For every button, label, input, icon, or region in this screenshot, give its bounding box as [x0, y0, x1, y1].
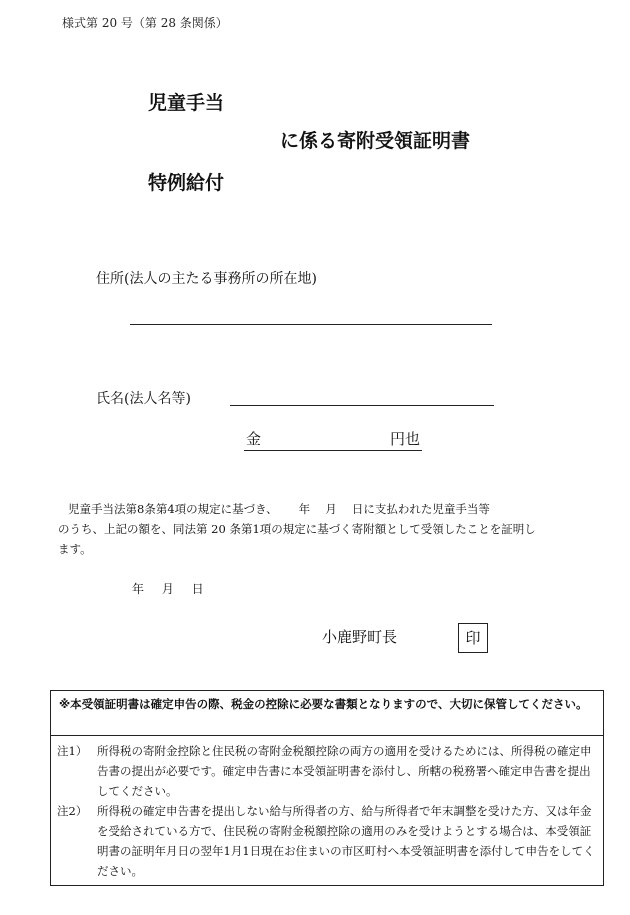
certification-text	[58, 499, 582, 559]
title-line-donation-receipt: に係る寄附受領証明書	[280, 130, 471, 152]
issuer-name: 小鹿野町長	[322, 628, 398, 646]
notice-main-text: ※本受領証明書は確定申告の際、税金の控除に必要な書類となりますので、大切に保管してください。	[59, 697, 588, 711]
address-label: 住所(法人の主たる事務所の所在地)	[96, 271, 317, 287]
note-2-text: 所得税の確定申告書を提出しない給与所得者の方、給与所得者で年末調整を受けた方、又は年金を受給されている方で、住民税の寄附金税額控除の適用のみを受けようとする場合は、本受領証明書の証明年月日の翌年1月1日現在お住まいの市区町村へ本受領証明書を添付して申告をしてください。	[97, 804, 595, 878]
amount-suffix: 円也	[389, 430, 420, 448]
note-2-label: 注2）	[57, 804, 88, 818]
certification-line-3: ます。	[58, 542, 92, 556]
note-1-text: 所得税の寄附金控除と住民税の寄附金税額控除の両方の適用を受けるためには、所得税の確定申告書の提出が必要です。確定申告書に本受領証明書を添付し、所轄の税務署へ確定申告書を提出してください。	[97, 744, 592, 798]
amount-prefix: 金	[246, 430, 262, 448]
name-label: 氏名(法人名等)	[96, 391, 191, 407]
notice-box	[50, 690, 604, 886]
certification-line-2: のうち、上記の額を、同法第 20 条第1項の規定に基づく寄附額として受領したことを証明し	[58, 522, 536, 536]
certification-line-1: 児童手当法第8条第4項の規定に基づき、 年 月 日に支払われた児童手当等	[68, 502, 490, 516]
amount-field[interactable]	[244, 428, 422, 451]
notice-header	[51, 691, 603, 736]
title-line-special-benefit: 特例給付	[148, 172, 225, 194]
title-line-child-allowance: 児童手当	[148, 92, 225, 114]
form-number: 様式第 20 号（第 28 条関係）	[62, 16, 228, 30]
seal-box: 印	[458, 623, 488, 653]
issue-date: 年 月 日	[132, 582, 204, 596]
name-field[interactable]	[230, 405, 494, 406]
address-field[interactable]	[130, 324, 492, 325]
note-1-label: 注1）	[57, 744, 88, 758]
